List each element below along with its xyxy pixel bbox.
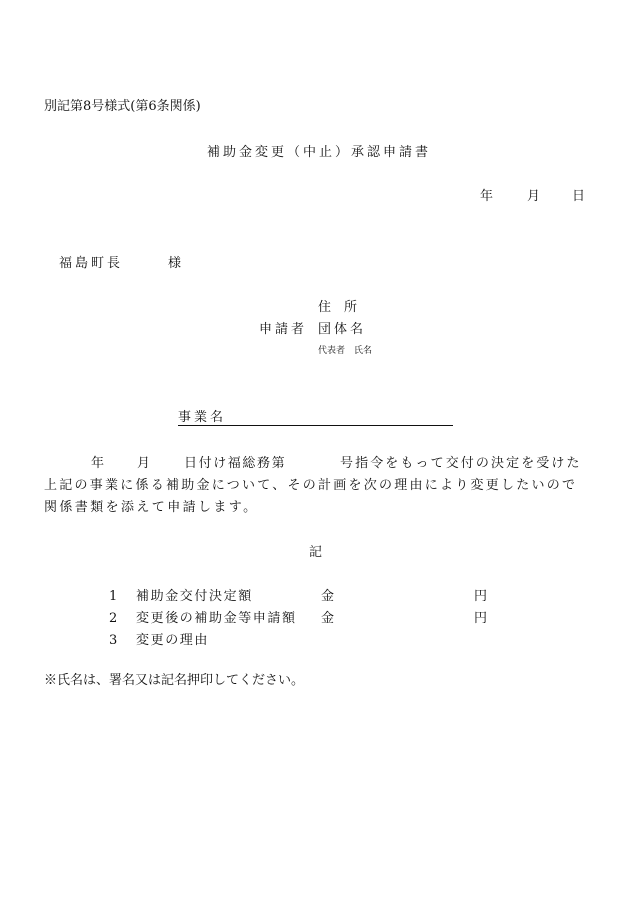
- ki-heading: 記: [309, 545, 323, 560]
- item-prefix: 金: [321, 611, 335, 626]
- org-label: 団体名: [318, 322, 367, 337]
- body-month: 月: [137, 456, 151, 471]
- body-notice-ref: 日付け福総務第: [184, 456, 287, 471]
- item-unit: 円: [474, 589, 488, 604]
- item-number: 1: [109, 589, 118, 604]
- form-id: 別記第8号様式(第6条関係): [44, 99, 201, 114]
- document-title: 補助金変更（中止）承認申請書: [207, 145, 432, 160]
- date-month: 月: [527, 189, 541, 204]
- item-prefix: 金: [321, 589, 335, 604]
- item-label: 補助金交付決定額: [136, 589, 253, 604]
- body-line3: 関係書類を添えて申請します。: [44, 500, 259, 515]
- body-line1-rest: 号指令をもって交付の決定を受けた: [340, 456, 582, 471]
- date-day: 日: [572, 189, 586, 204]
- project-label: 事業名: [178, 410, 227, 425]
- rep-label: 代表者 氏名: [318, 346, 373, 356]
- item-number: 2: [109, 611, 118, 626]
- addressee-honorific: 様: [168, 256, 182, 271]
- footnote: ※氏名は、署名又は記名押印してください。: [44, 673, 305, 688]
- item-label: 変更の理由: [136, 633, 210, 648]
- project-underline: [178, 425, 453, 426]
- address-label: 住 所: [318, 300, 358, 315]
- body-line2: 上記の事業に係る補助金について、その計画を次の理由により変更したいので: [44, 478, 578, 493]
- body-year: 年: [91, 456, 105, 471]
- date-year: 年: [480, 189, 494, 204]
- item-unit: 円: [474, 611, 488, 626]
- applicant-label: 申請者: [259, 322, 308, 337]
- item-label: 変更後の補助金等申請額: [136, 611, 297, 626]
- item-number: 3: [109, 633, 118, 648]
- addressee-name: 福島町長: [59, 256, 124, 271]
